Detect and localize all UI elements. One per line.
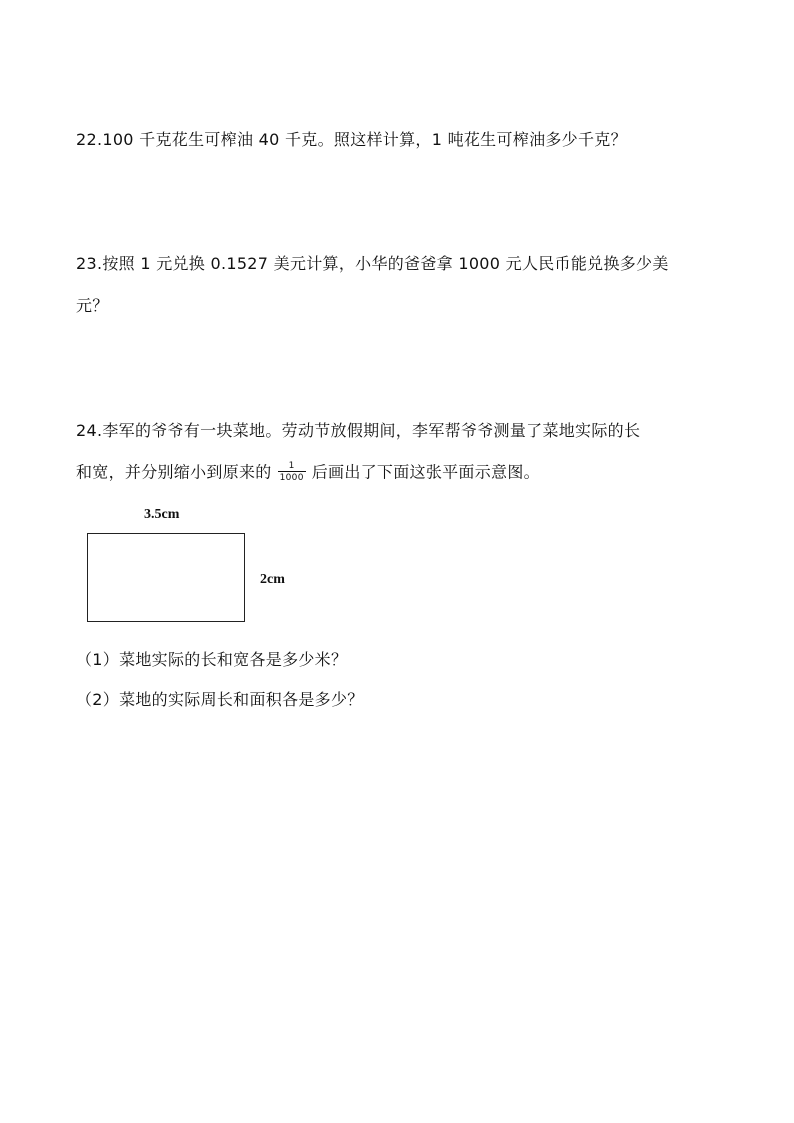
- fraction-scale: [278, 461, 306, 483]
- question-24-sub-1: （1）菜地实际的长和宽各是多少米？: [76, 650, 348, 669]
- question-22-text: 22.100 千克花生可榨油 40 千克。照这样计算，1 吨花生可榨油多少千克？: [76, 130, 627, 149]
- question-24-sub-2: （2）菜地的实际周长和面积各是多少？: [76, 690, 364, 709]
- question-24-line-2-start: 和宽，并分别缩小到原来的: [76, 462, 272, 482]
- question-24-line-2: [76, 462, 540, 484]
- length-label: 3.5cm: [144, 507, 180, 522]
- width-label: 2cm: [260, 572, 285, 587]
- question-24-line-1: 24.李军的爷爷有一块菜地。劳动节放假期间，李军帮爷爷测量了菜地实际的长: [76, 421, 641, 440]
- question-23-line-2: 元？: [76, 296, 109, 315]
- fraction-numerator: 1: [288, 461, 295, 471]
- question-23-line-1: 23.按照 1 元兑换 0.1527 美元计算，小华的爸爸拿 1000 元人民币能兑换多少美: [76, 254, 669, 273]
- fraction-denominator: 1000: [279, 473, 304, 483]
- question-24-line-2-end: 后画出了下面这张平面示意图。: [311, 462, 540, 482]
- garden-rectangle: [87, 533, 245, 622]
